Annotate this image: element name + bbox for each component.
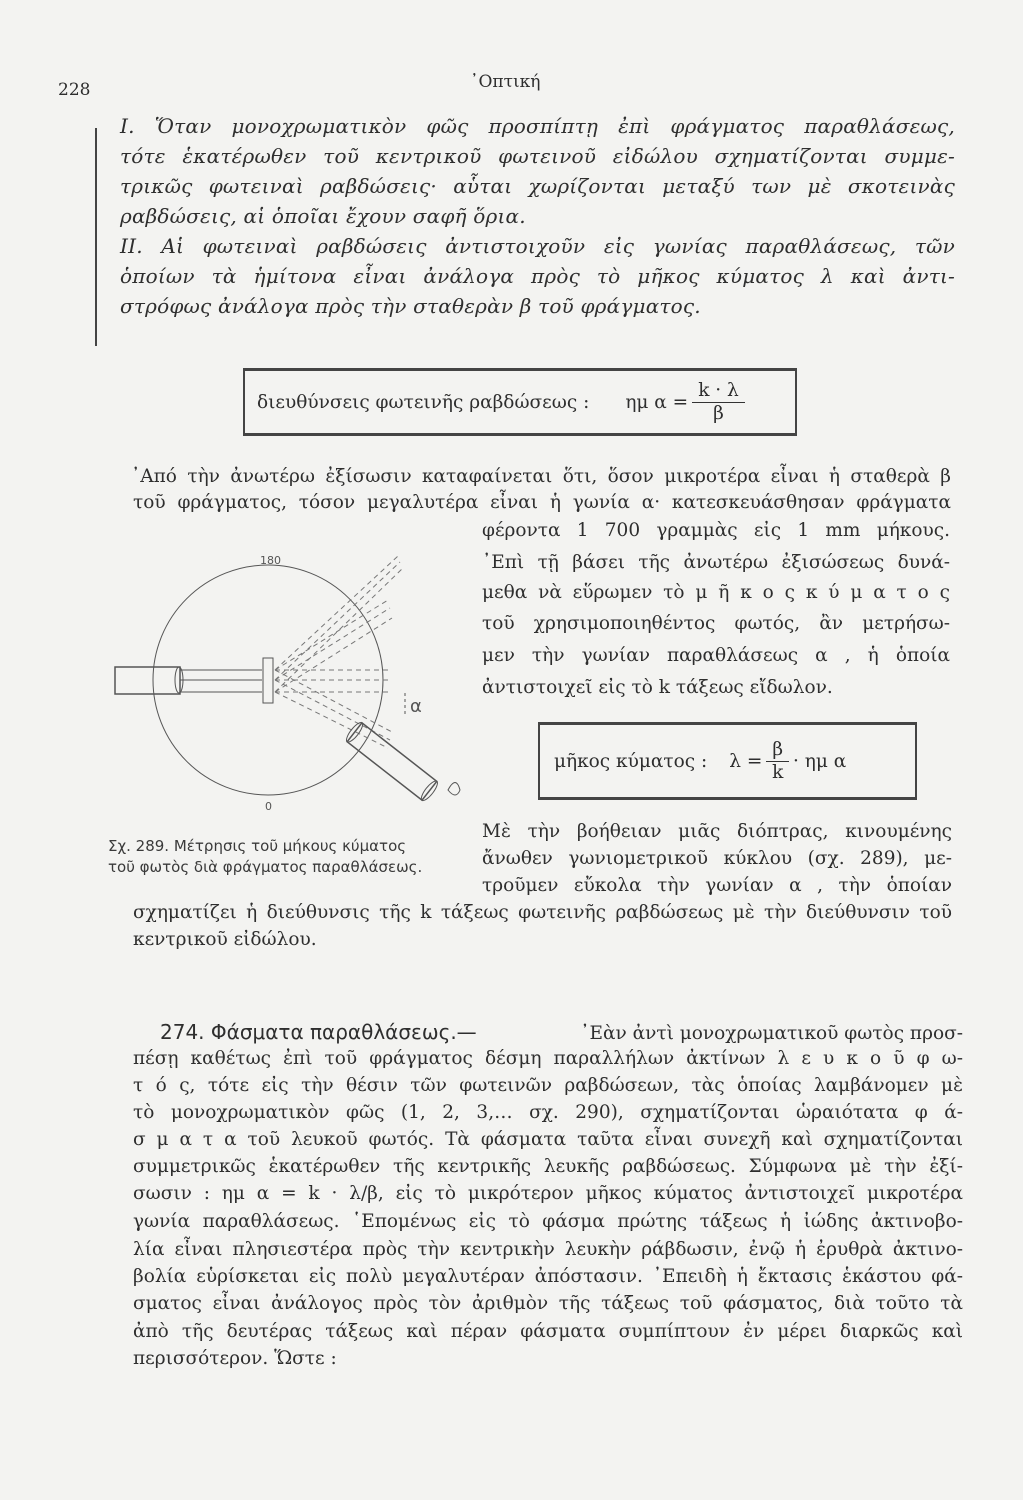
text-line: φέροντα 1 700 γραμμὰς εἰς 1 mm μήκους. — [482, 520, 950, 541]
formula-denominator: k — [772, 761, 784, 783]
goniometer-diagram — [90, 540, 490, 830]
formula-rhs: · ημ α — [793, 750, 847, 772]
formula-label: μῆκος κύματος : — [554, 750, 708, 772]
text-line: συμμετρικῶς ἑκατέρωθεν τῆς κεντρικῆς λευκῆς ραβδώσεως. Σύμφωνα μὲ τὴν ἐξί- — [133, 1156, 963, 1177]
formula-lhs: λ = — [729, 750, 763, 772]
rules-line: ραβδώσεις, αἱ ὁποῖαι ἔχουν σαφῆ ὅρια. — [120, 204, 526, 228]
rules-margin-bar — [95, 128, 97, 346]
text-line: κεντρικοῦ εἰδώλου. — [133, 929, 317, 950]
scale-label-180: 180 — [260, 554, 281, 567]
text-line: Μὲ τὴν βοήθειαν μιᾶς διόπτρας, κινουμένης — [482, 821, 952, 842]
formula-box-wavelength — [538, 722, 917, 800]
text-line: τ ό ς, τότε εἰς τὴν θέσιν τῶν φωτεινῶν ραβδώσεων, τὰς ὁποίας λαμβάνομεν μὲ — [133, 1075, 963, 1096]
text-line: περισσότερον. Ὥστε : — [133, 1348, 337, 1369]
scale-label-0: 0 — [265, 800, 272, 813]
formula-box-direction — [243, 368, 797, 436]
grating — [263, 658, 273, 703]
text-line: πέσῃ καθέτως ἐπὶ τοῦ φράγματος δέσμη παραλλήλων ἀκτίνων λ ε υ κ ο ῦ φ ω- — [133, 1048, 963, 1069]
figure-caption: τοῦ φωτὸς διὰ φράγματος παραθλάσεως. — [108, 858, 423, 876]
text-line: ἀπὸ τῆς δευτέρας τάξεως καὶ πέραν φάσματα συμπίπτουν ἐν μέρει διαρκῶς καὶ — [133, 1321, 963, 1342]
rules-line: στρόφως ἀνάλογα πρὸς τὴν σταθερὰν β τοῦ φράγματος. — [120, 294, 701, 318]
text-line: τοῦ χρησιμοποιηθέντος φωτός, ἂν μετρήσω- — [482, 613, 950, 634]
formula-numerator: β — [766, 739, 789, 762]
rules-line: ὁποίων τὰ ἡμίτονα εἶναι ἀνάλογα πρὸς τὸ μῆκος κύματος λ καὶ ἀντι- — [120, 264, 955, 288]
collimator-tube — [115, 667, 180, 694]
text-line: μεθα νὰ εὕρωμεν τὸ μ ῆ κ ο ς κ ύ μ α τ ο ς — [482, 582, 950, 603]
text-line: ᾽Από τὴν ἀνωτέρω ἐξίσωσιν καταφαίνεται ὅτι, ὅσον μικροτέρα εἶναι ἡ σταθερὰ β — [131, 466, 951, 487]
text-line: μεν τὴν γωνίαν παραθλάσεως α , ἡ ὁποία — [482, 645, 950, 666]
rules-line: II. Αἱ φωτειναὶ ραβδώσεις ἀντιστοιχοῦν εἰς γωνίας παραθλάσεως, τῶν — [120, 234, 955, 258]
text-line: τὸ μονοχρωματικὸν φῶς (1, 2, 3,… σχ. 290), σχηματίζονται ὡραιότατα φ ά- — [133, 1102, 963, 1123]
rules-line: I. Ὅταν μονοχρωματικὸν φῶς προσπίπτῃ ἐπὶ φράγματος παραθλάσεως, — [120, 114, 955, 138]
text-line: γωνία παραθλάσεως. ῾Επομένως εἰς τὸ φάσμα πρώτης τάξεως ἡ ἰώδης ἀκτινοβο- — [133, 1211, 963, 1232]
section-heading: 274. Φάσματα παραθλάσεως.— — [160, 1020, 477, 1044]
telescope — [344, 720, 440, 802]
text-line: τροῦμεν εὔκολα τὴν γωνίαν α , τὴν ὁποίαν — [482, 875, 952, 896]
running-title: ᾽Οπτική — [470, 72, 541, 92]
text-line: λία εἶναι πλησιεστέρα πρὸς τὴν κεντρικὴν λευκὴν ράβδωσιν, ἐνῷ ἡ ἐρυθρὰ ἀκτινο- — [133, 1239, 963, 1260]
text-line: τοῦ φράγματος, τόσον μεγαλυτέρα εἶναι ἡ γωνία α· κατεσκευάσθησαν φράγματα — [133, 492, 951, 513]
formula-label: διευθύνσεις φωτεινῆς ραβδώσεως : — [257, 391, 590, 413]
rules-line: τότε ἑκατέρωθεν τοῦ κεντρικοῦ φωτεινοῦ εἰδώλου σχηματίζονται συμμε- — [120, 144, 955, 168]
angle-alpha-label: α — [410, 696, 422, 717]
text-line: ἄνωθεν γωνιομετρικοῦ κύκλου (σχ. 289), με- — [482, 848, 952, 869]
page-number: 228 — [58, 80, 91, 100]
figure-caption: Σχ. 289. Μέτρησις τοῦ μήκους κύματος — [108, 837, 407, 855]
text-line: σματος εἶναι ἀνάλογος πρὸς τὸν ἀριθμὸν τῆς τάξεως τοῦ φάσματος, διὰ τοῦτο τὰ — [133, 1293, 963, 1314]
formula-numerator: k · λ — [692, 380, 745, 403]
text-line: βολία εὑρίσκεται εἰς πολὺ μεγαλυτέραν ἀπόστασιν. ᾽Επειδὴ ἡ ἔκτασις ἑκάστου φά- — [133, 1266, 963, 1287]
text-line: ᾽Επὶ τῇ βάσει τῆς ἀνωτέρω ἐξισώσεως δυνά- — [482, 552, 950, 573]
rules-line: τρικῶς φωτειναὶ ραβδώσεις· αὗται χωρίζονται μεταξύ των μὲ σκοτεινὰς — [120, 174, 955, 198]
text-line: ἀντιστοιχεῖ εἰς τὸ k τάξεως εἴδωλον. — [482, 677, 833, 698]
text-line: σχηματίζει ἡ διεύθυνσις τῆς k τάξεως φωτεινῆς ραβδώσεως μὲ τὴν διεύθυνσιν τοῦ — [133, 902, 952, 923]
eye-icon — [448, 783, 460, 796]
text-line: σ μ α τ α τοῦ λευκοῦ φωτός. Τὰ φάσματα ταῦτα εἶναι συνεχῆ καὶ σχηματίζονται — [133, 1129, 963, 1150]
formula-lhs: ημ α = — [625, 391, 689, 413]
text-line: ᾽Εὰν ἀντὶ μονοχρωματικοῦ φωτὸς προσ- — [580, 1023, 963, 1044]
formula-denominator: β — [713, 402, 724, 424]
formula-fraction — [692, 380, 745, 425]
text-line: σωσιν : ημ α = k · λ/β, εἰς τὸ μικρότερον μῆκος κύματος ἀντιστοιχεῖ μικροτέρα — [133, 1183, 963, 1204]
formula-fraction — [766, 739, 789, 784]
